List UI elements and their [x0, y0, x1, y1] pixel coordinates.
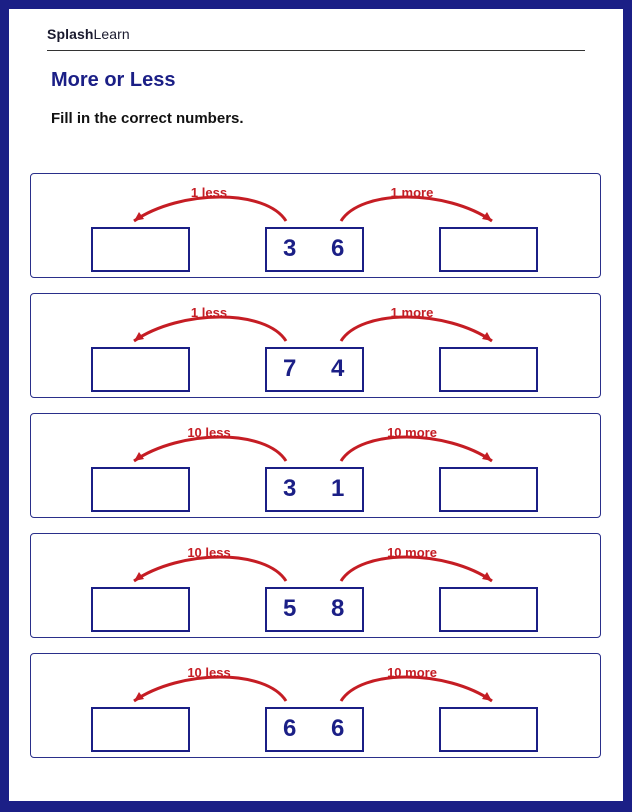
more-arrow-icon [341, 677, 492, 701]
ones-digit: 6 [331, 235, 345, 262]
ones-digit: 6 [331, 715, 345, 742]
more-arrow-icon [341, 557, 492, 581]
answer-box-more[interactable] [439, 467, 538, 512]
brand-logo: SplashLearn [47, 26, 130, 42]
given-number-box [265, 707, 364, 752]
less-arrow-icon [134, 197, 286, 221]
header-divider [47, 50, 585, 51]
given-number-box [265, 587, 364, 632]
less-arrow-icon [134, 317, 286, 341]
answer-box-more[interactable] [439, 227, 538, 272]
problem-row [30, 653, 601, 758]
ones-digit: 8 [331, 595, 345, 622]
problem-row [30, 413, 601, 518]
less-arrow-icon [134, 677, 286, 701]
more-label: 10 more [387, 425, 437, 440]
given-number-box [265, 467, 364, 512]
tens-digit: 7 [283, 355, 297, 382]
less-label: 10 less [187, 545, 231, 560]
more-arrow-icon [341, 317, 492, 341]
answer-box-more[interactable] [439, 587, 538, 632]
problem-row [30, 533, 601, 638]
problem-row [30, 173, 601, 278]
answer-box-more[interactable] [439, 707, 538, 752]
answer-box-less[interactable] [91, 707, 190, 752]
answer-box-less[interactable] [91, 227, 190, 272]
less-label: 1 less [190, 305, 228, 320]
answer-box-less[interactable] [91, 347, 190, 392]
problem-row [30, 293, 601, 398]
less-label: 10 less [187, 425, 231, 440]
more-label: 10 more [387, 665, 437, 680]
ones-digit: 1 [331, 475, 345, 502]
answer-box-less[interactable] [91, 467, 190, 512]
tens-digit: 6 [283, 715, 297, 742]
more-label: 1 more [390, 185, 434, 200]
worksheet [9, 9, 623, 801]
less-arrow-icon [134, 557, 286, 581]
given-number-box [265, 347, 364, 392]
more-arrow-icon [341, 437, 492, 461]
given-number-box [265, 227, 364, 272]
worksheet-title: More or Less [51, 69, 176, 91]
less-arrow-icon [134, 437, 286, 461]
tens-digit: 5 [283, 595, 297, 622]
more-arrow-icon [341, 197, 492, 221]
ones-digit: 4 [331, 355, 345, 382]
answer-box-less[interactable] [91, 587, 190, 632]
less-label: 10 less [187, 665, 231, 680]
instruction-text: Fill in the correct numbers. [51, 110, 244, 127]
tens-digit: 3 [283, 235, 297, 262]
more-label: 1 more [390, 305, 434, 320]
tens-digit: 3 [283, 475, 297, 502]
answer-box-more[interactable] [439, 347, 538, 392]
less-label: 1 less [190, 185, 228, 200]
more-label: 10 more [387, 545, 437, 560]
